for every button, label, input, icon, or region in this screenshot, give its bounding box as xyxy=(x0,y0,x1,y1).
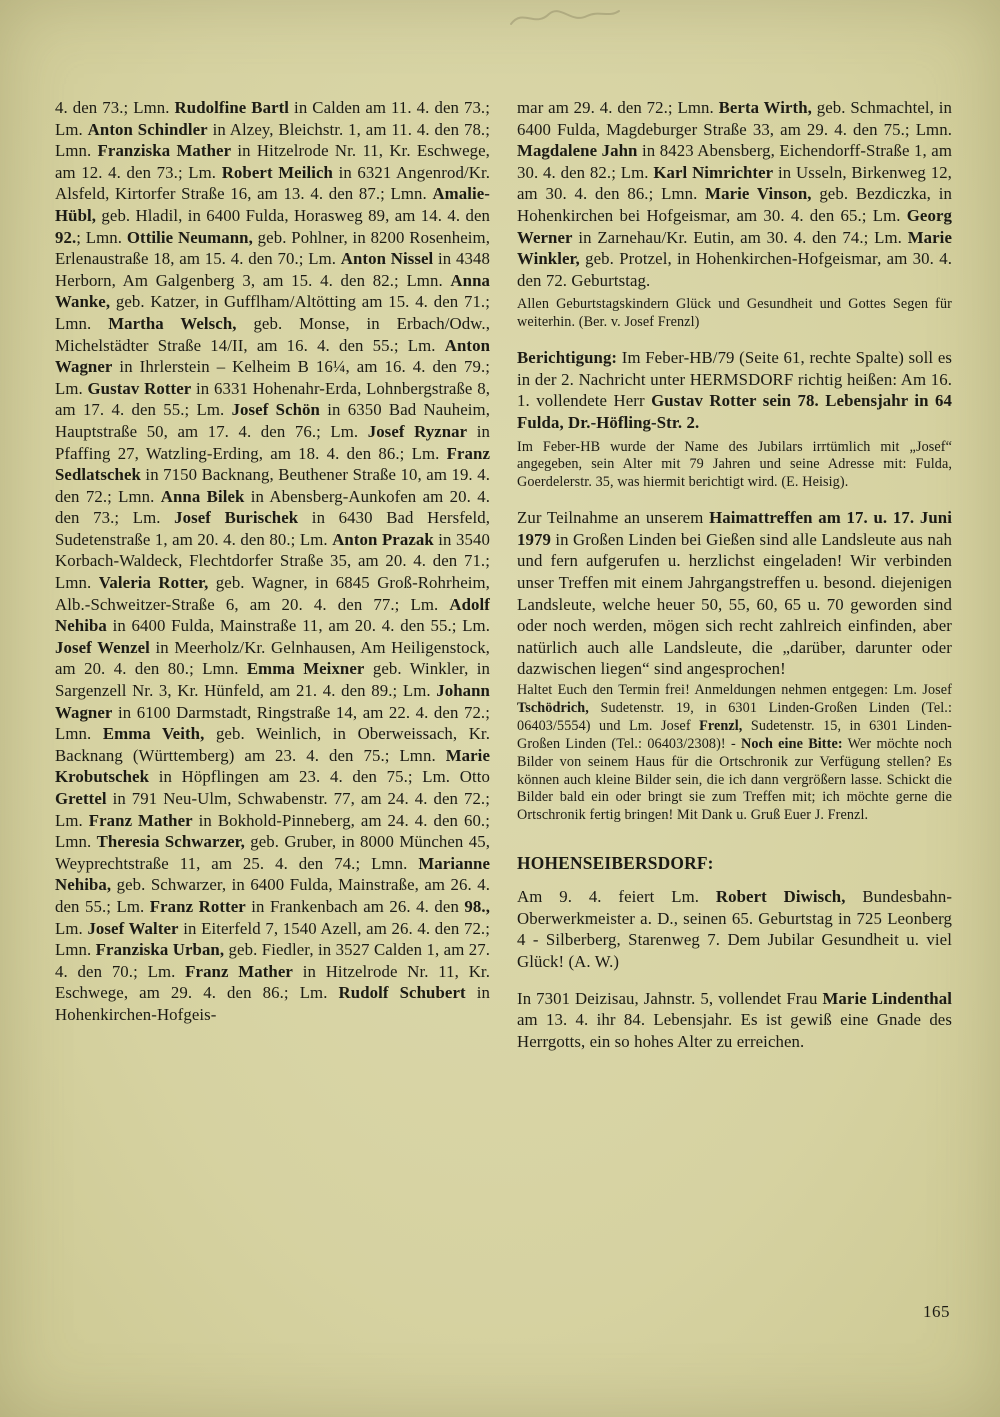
body-text-run: geb. Schwarzer, in 6400 Fulda, Mainstraße, am 26. 4. den 55.; Lm. xyxy=(55,875,490,916)
bold-name-text: Karl Nimrichter xyxy=(653,162,774,182)
bold-name-text: Josef Wenzel xyxy=(55,637,150,657)
bold-name-text: Anna Wanke, xyxy=(55,270,490,312)
body-text-run: geb. Wagner, in 6845 Groß-Rohrheim, Alb.-Schweitzer-Straße 6, am 20. 4. den 77.; Lm. xyxy=(55,573,490,614)
bold-name-text: Emma Meixner xyxy=(246,659,365,679)
left-column xyxy=(55,97,490,1052)
body-text-run: geb. Katzer, in Gufflham/Altötting am 15. 4. den 71.; Lmn. xyxy=(55,292,490,333)
body-text-run: in 8423 Abensberg, Eichendorff-Straße 1, am 30. 4. den 82.; Lm. xyxy=(517,141,953,182)
body-text-run: Sudetenstr. 15, in 6301 Linden-Großen Linden (Tel.: 06403/2308)! - xyxy=(517,717,952,752)
bold-name-text: Frenzl, xyxy=(699,717,743,734)
bold-name-text: Berta Wirth, xyxy=(718,98,812,117)
body-text-run: Bundesbahn-Oberwerkmeister a. D., seinen 65. Geburtstag in 725 Leonberg 4 - Silberberg, Starenweg 7. Dem Jubilar Gesundheit u. viel Glück! (A. W.) xyxy=(517,887,953,972)
page-content xyxy=(55,97,952,1052)
body-text-run: ; Lmn. xyxy=(76,227,127,247)
bold-name-text: Josef Ryznar xyxy=(367,421,468,441)
bold-name-text: Franz Mather xyxy=(185,961,293,981)
bold-name-text: Georg Werner xyxy=(517,205,952,247)
registration-note xyxy=(517,682,952,825)
bold-name-text: Franziska Mather xyxy=(97,141,232,161)
correction-detail-note xyxy=(517,439,952,493)
bold-name-text: Anton Prazak xyxy=(332,529,434,549)
body-text-run: geb. Bezdiczka, in Hohenkirchen bei Hofgeismar, am 30. 4. den 65.; Lm. xyxy=(517,184,952,225)
body-text-run: geb. Weinlich, in Oberweissach, Kr. Backnang (Württemberg) am 23. 4. den 75.; Lmn. xyxy=(55,724,490,765)
body-text-run: Am 9. 4. feiert Lm. xyxy=(517,887,716,907)
body-text-run: in Pfaffing 27, Watzling-Erding, am 18. 4. den 86.; Lm. xyxy=(55,421,490,463)
body-text-run: in Calden am 11. 4. den 73.; Lm. xyxy=(55,98,490,139)
bold-name-text: Marie Lindenthal xyxy=(822,988,952,1008)
body-text-run: Lm. xyxy=(55,918,88,938)
bold-name-text: Amalie-Hübl, xyxy=(55,184,490,225)
birthday-list-continued-paragraph xyxy=(517,97,952,291)
body-text-run: in Meerholz/Kr. Gelnhausen, Am Heiligenstock, am 20. 4. den 80.; Lmn. xyxy=(55,637,490,679)
body-text-run: in 6400 Fulda, Mainstraße 11, am 20. 4. den 55.; Lm. xyxy=(106,616,490,636)
bold-name-text: Haimattreffen am 17. u. 17. Juni 1979 xyxy=(517,508,952,549)
body-text-run: in Hohenkirchen-Hofgeis- xyxy=(55,983,490,1024)
bold-name-text: Josef Schön xyxy=(231,400,320,420)
body-text-run: geb. Schmachtel, in 6400 Fulda, Magdeburger Straße 33, am 29. 4. den 75.; Lmn. xyxy=(517,98,952,139)
bold-name-text: Anton Wagner xyxy=(55,335,490,377)
bold-name-text: Gustav Rotter xyxy=(87,378,192,398)
body-text-run: Sudetenstr. 19, in 6301 Linden-Großen Linden (Tel.: 06403/5554) und Lm. Josef xyxy=(517,699,952,734)
bold-name-text: Anton Schindler xyxy=(87,119,208,139)
bold-name-text: Anna Bilek xyxy=(160,486,245,506)
bold-name-text: 92. xyxy=(55,227,77,247)
bold-name-text: Rudolf Schubert xyxy=(338,983,466,1003)
blessing-note xyxy=(517,296,952,332)
bold-name-text: Gustav Rotter sein 78. Lebensjahr in 64 Fulda, Dr.-Höfling-Str. 2. xyxy=(517,391,952,432)
bold-name-text: 98., xyxy=(464,896,490,916)
bold-name-text: Robert Diwisch, xyxy=(715,887,846,907)
bold-name-text: Rudolfine Bartl xyxy=(174,98,290,117)
section-heading-hohenseibersdorf: HOHENSEIBERSDORF: xyxy=(517,853,714,874)
body-text-run: geb. Gruber, in 8000 München 45, Weyprechtstraße 11, am 25. 4. den 74.; Lmn. xyxy=(55,832,490,873)
body-text-run: in 6321 Angenrod/Kr. Alsfeld, Kirtorfer Straße 16, am 13. 4. den 87.; Lmn. xyxy=(55,162,491,204)
page-number: 165 xyxy=(923,1302,950,1321)
body-text-run: Im Feber-HB/79 (Seite 61, rechte Spalte) soll es in der 2. Nachricht unter HERMSDORF richtig heißen: Am 16. 1. vollendete Herr xyxy=(517,348,952,411)
body-text-run: in Höpflingen am 23. 4. den 75.; Lm. Otto xyxy=(149,767,490,787)
bold-name-text: Martha Welsch, xyxy=(108,313,237,333)
body-text-run: in Hitzelrode Nr. 11, Kr. Eschwege, am 12. 4. den 73.; Lm. xyxy=(55,141,490,182)
body-text-run: in 3540 Korbach-Waldeck, Flechtdorfer Straße 35, am 20. 4. den 71.; Lmn. xyxy=(55,529,490,593)
body-text-run: geb. Fiedler, in 3527 Calden 1, am 27. 4. den 70.; Lm. xyxy=(55,940,491,981)
bold-name-text: Josef Walter xyxy=(87,918,179,938)
body-text-run: Haltet Euch den Termin frei! Anmeldungen nehmen entgegen: Lm. Josef xyxy=(517,682,952,698)
body-text-run: in Großen Linden bei Gießen sind alle Landsleute aus nah und fern aufgerufen u. herzlichst eingeladen! Wir verbinden unser Treffen mit einem Jahrgangstreffen u. besond. diejenigen Landsleute, welche heuer 50, 55, 60, 65 u. 70 geworden sind oder noch werden, mögen sich recht zahlreich einfinden, aber natürlich auch alle Landsleute, die „darüber, darunter oder dazwischen liegen“ sind angesprochen! xyxy=(517,529,952,679)
body-text-run: in Abensberg-Aunkofen am 20. 4. den 73.; Lm. xyxy=(55,486,490,528)
body-text-run: in 7150 Backnang, Beuthener Straße 10, am 19. 4. den 72.; Lmn. xyxy=(55,465,490,506)
bold-name-text: Franz Rotter xyxy=(149,896,246,916)
bold-name-text: Anton Nissel xyxy=(340,249,434,269)
bold-name-text: Tschödrich, xyxy=(517,699,589,716)
bold-name-text: Emma Veith, xyxy=(102,724,205,744)
body-text-run: in Frankenbach am 26. 4. den xyxy=(245,896,465,916)
body-text-run: geb. Winkler, in Sargenzell Nr. 3, Kr. Hünfeld, am 21. 4. den 89.; Lm. xyxy=(55,659,490,701)
bold-name-text: Franz Sedlatschek xyxy=(55,443,490,485)
body-text-run: mar am 29. 4. den 72.; Lmn. xyxy=(517,98,719,117)
bold-name-text: Noch eine Bitte: xyxy=(741,735,843,752)
bold-name-text: Franziska Urban, xyxy=(95,940,225,960)
bold-name-text: Johann Wagner xyxy=(55,681,490,722)
body-text-run: in Eiterfeld 7, 1540 Azell, am 26. 4. den 72.; Lmn. xyxy=(55,918,490,960)
meeting-announcement-paragraph xyxy=(517,507,952,680)
bold-name-text: Franz Mather xyxy=(88,810,193,830)
bold-name-text: Josef Burischek xyxy=(174,508,299,528)
bold-name-text: Adolf Nehiba xyxy=(55,594,490,636)
body-text-run: geb. Pohlner, in 8200 Rosenheim, Erlenaustraße 18, am 15. 4. den 70.; Lm. xyxy=(55,227,490,269)
lindenthal-birthday-paragraph xyxy=(517,988,952,1053)
body-text-run: in 6430 Bad Hersfeld, Sudetenstraße 1, am 20. 4. den 80.; Lm. xyxy=(55,508,490,549)
body-text-run: geb. Hladil, in 6400 Fulda, Horasweg 89, am 14. 4. den xyxy=(96,205,490,225)
body-text-run: in Ihrlerstein – Kelheim B 16¼, am 16. 4. den 79.; Lm. xyxy=(55,357,490,398)
body-text-run: in Zarnehau/Kr. Eutin, am 30. 4. den 74.; Lm. xyxy=(572,227,908,247)
body-text-run: geb. Monse, in Erbach/Odw., Michelstädter Straße 14/II, am 16. 4. den 55.; Lm. xyxy=(55,313,490,355)
body-text-run: in 6350 Bad Nauheim, Hauptstraße 50, am 17. 4. den 76.; Lm. xyxy=(55,400,491,441)
bold-name-text: Marie Vinson, xyxy=(705,184,812,204)
body-text-run: in Hitzelrode Nr. 11, Kr. Eschwege, am 29. 4. den 86.; Lm. xyxy=(55,961,490,1003)
body-text-run: Zur Teilnahme an unserem xyxy=(517,508,710,528)
right-column xyxy=(517,97,952,1052)
bold-name-text: Marie Krobutschek xyxy=(55,745,490,787)
bold-name-text: Marianne Nehiba, xyxy=(55,853,490,895)
body-text-run: in 4348 Herborn, Am Galgenberg 3, am 15. 4. den 82.; Lmn. xyxy=(55,249,490,290)
bold-name-text: Grettel xyxy=(55,789,107,808)
bold-name-text: Valeria Rotter, xyxy=(98,573,209,593)
body-text-run: Im Feber-HB wurde der Name des Jubilars irrtümlich mit „Josef“ angegeben, sein Alter mit 79 Jahren und seine Adresse mit: Fulda, Goerdelerstr. 35, was hiermit berichtigt wird. (E. Heisig). xyxy=(517,438,952,491)
body-text-run: in 6100 Darmstadt, Ringstraße 14, am 22. 4. den 72.; Lmn. xyxy=(55,702,490,744)
body-text-run: in Bokhold-Pinneberg, am 24. 4. den 60.; Lmn. xyxy=(55,810,490,852)
bold-name-text: Berichtigung: xyxy=(517,348,618,368)
bold-name-text: Robert Meilich xyxy=(221,162,333,182)
body-text-run: in Usseln, Birkenweg 12, am 30. 4. den 86.; Lmn. xyxy=(517,162,952,204)
body-text-run: In 7301 Deizisau, Jahnstr. 5, vollendet Frau xyxy=(517,988,823,1008)
correction-paragraph xyxy=(517,347,952,433)
birthday-list-paragraph xyxy=(55,97,490,1026)
bold-name-text: Theresia Schwarzer, xyxy=(96,832,245,852)
body-text-run: Allen Geburtstagskindern Glück und Gesundheit und Gottes Segen für weiterhin. (Ber. v. Josef Frenzl) xyxy=(517,296,952,331)
body-text-run: in 6331 Hohenahr-Erda, Lohnbergstraße 8, am 17. 4. den 55.; Lm. xyxy=(55,378,490,420)
body-text-run: 4. den 73.; Lmn. xyxy=(55,98,175,117)
bold-name-text: Magdalene Jahn xyxy=(517,141,638,161)
body-text-run: geb. Protzel, in Hohenkirchen-Hofgeismar, am 30. 4. den 72. Geburtstag. xyxy=(517,249,952,290)
diwisch-birthday-paragraph xyxy=(517,886,952,972)
bold-name-text: Marie Winkler, xyxy=(517,227,952,269)
pencil-scribble-mark xyxy=(505,2,625,34)
body-text-run: am 13. 4. ihr 84. Lebensjahr. Es ist gewiß eine Gnade des Herrgotts, ein so hohes Alter zu erreichen. xyxy=(517,1010,952,1051)
body-text-run: Wer möchte noch Bilder von seinem Haus für die Ortschronik zur Verfügung stellen? Es können auch kleine Bilder sein, die ich dann vergrößern lasse. Schickt die Bilder bald ein oder bringt sie zum Treffen mit; ich möchte gerne die Ortschronik fertig bringen! Mit Dank u. Gruß Euer J. Frenzl. xyxy=(517,735,952,824)
body-text-run: in Alzey, Bleichstr. 1, am 11. 4. den 78.; Lmn. xyxy=(55,119,490,161)
bold-name-text: Ottilie Neumann, xyxy=(126,227,253,247)
body-text-run: in 791 Neu-Ulm, Schwabenstr. 77, am 24. 4. den 72.; Lm. xyxy=(55,789,490,830)
